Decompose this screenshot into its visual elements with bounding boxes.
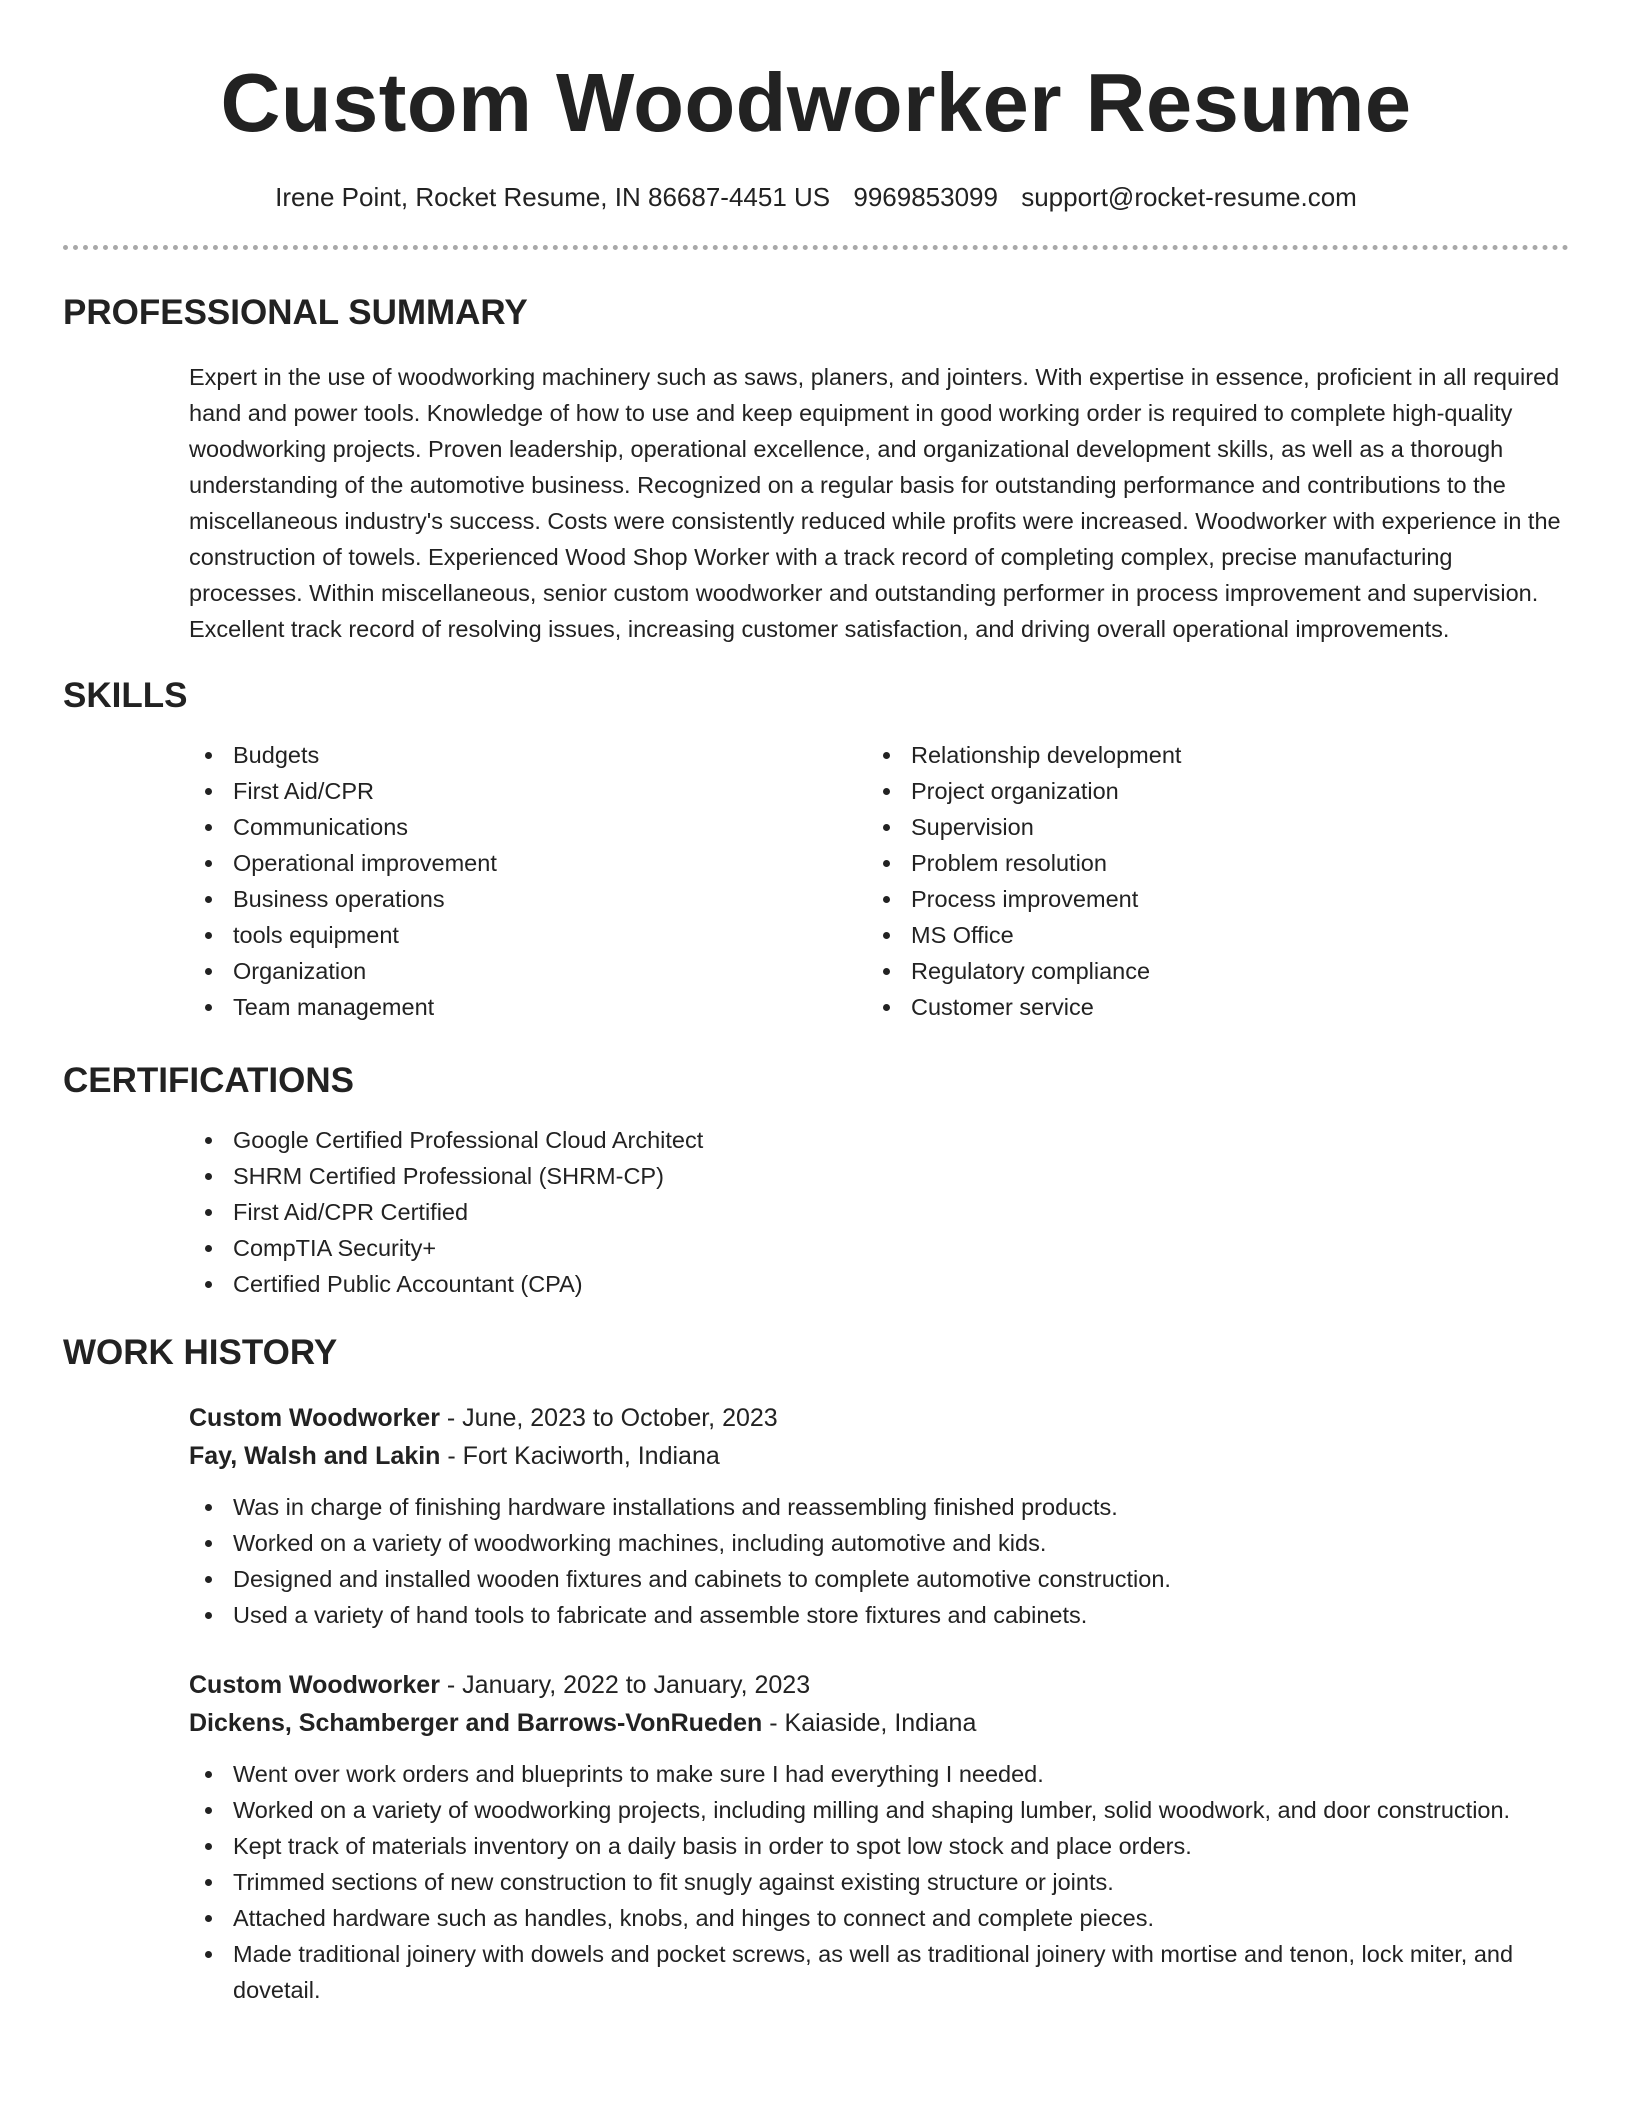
job-entry [189,1399,1569,1633]
skill-item: Regulatory compliance [867,953,1545,989]
summary-text: Expert in the use of woodworking machinery such as saws, planers, and jointers. With expertise in essence, proficient in all required hand and power tools. Knowledge of how to use and keep equipment in good working order is required to complete high-quality woodworking projects. Proven leadership, operational excellence, and organizational development skills, as well as a thorough understanding of the automotive business. Recognized on a regular basis for outstanding performance and contributions to the miscellaneous industry's success. Costs were consistently reduced while profits were increased. Woodworker with experience in the construction of towels. Experienced Wood Shop Worker with a track record of completing complex, precise manufacturing processes. Within miscellaneous, senior custom woodworker and outstanding performer in process improvement and supervision. Excellent track record of resolving issues, increasing customer satisfaction, and driving overall operational improvements. [189,364,1561,642]
contact-line [63,179,1569,215]
skill-item: Organization [189,953,867,989]
skills-column-left [189,737,867,1025]
duty-item: Trimmed sections of new construction to fit snugly against existing structure or joints. [189,1864,1569,1900]
duty-item: Went over work orders and blueprints to make sure I had everything I needed. [189,1756,1569,1792]
job-duties [63,1756,1569,2008]
skill-item: Process improvement [867,881,1545,917]
certifications-heading: CERTIFICATIONS [63,1061,355,1100]
certification-item: Google Certified Professional Cloud Architect [189,1122,1569,1158]
job-dates: - January, 2022 to January, 2023 [446,1671,811,1699]
job-dates: - June, 2023 to October, 2023 [446,1404,778,1432]
duty-item: Was in charge of finishing hardware installations and reassembling finished products. [189,1489,1569,1525]
summary-heading: PROFESSIONAL SUMMARY [63,293,528,332]
job-location: - Kaiaside, Indiana [769,1709,977,1737]
job-company: Fay, Walsh and Lakin [189,1442,441,1470]
work-history-heading: WORK HISTORY [63,1333,338,1372]
certifications-list [189,1122,1569,1302]
job-location: - Fort Kaciworth, Indiana [447,1442,720,1470]
skill-item: Budgets [189,737,867,773]
duty-item: Worked on a variety of woodworking projects, including milling and shaping lumber, solid woodwork, and door construction. [189,1792,1569,1828]
certification-item: SHRM Certified Professional (SHRM-CP) [189,1158,1569,1194]
skills-list [189,737,1569,1025]
duty-item: Attached hardware such as handles, knobs, and hinges to connect and complete pieces. [189,1900,1569,1936]
certification-item: First Aid/CPR Certified [189,1194,1569,1230]
job-company-line [189,1704,1569,1742]
job-role-line [189,1399,1569,1437]
skill-item: Operational improvement [189,845,867,881]
duty-item: Designed and installed wooden fixtures and cabinets to complete automotive construction. [189,1561,1569,1597]
certification-item: CompTIA Security+ [189,1230,1569,1266]
job-company: Dickens, Schamberger and Barrows-VonRueden [189,1709,763,1737]
skill-item: Customer service [867,989,1545,1025]
job-role: Custom Woodworker [189,1404,440,1432]
skill-item: Relationship development [867,737,1545,773]
skill-item: Supervision [867,809,1545,845]
resume-title: Custom Woodworker Resume [220,56,1412,149]
skill-item: Team management [189,989,867,1025]
contact-email: support@rocket-resume.com [1021,182,1357,212]
job-duties [63,1489,1569,1633]
contact-address: Irene Point, Rocket Resume, IN 86687-4451 US [275,182,831,212]
skill-item: Project organization [867,773,1545,809]
skills-column-right [867,737,1545,1025]
duty-item: Used a variety of hand tools to fabricate and assemble store fixtures and cabinets. [189,1597,1569,1633]
job-role-line [189,1666,1569,1704]
job-role: Custom Woodworker [189,1671,440,1699]
skills-heading: SKILLS [63,676,188,715]
contact-phone: 9969853099 [853,182,998,212]
skill-item: Problem resolution [867,845,1545,881]
skill-item: MS Office [867,917,1545,953]
duty-item: Kept track of materials inventory on a daily basis in order to spot low stock and place orders. [189,1828,1569,1864]
skill-item: First Aid/CPR [189,773,867,809]
skill-item: Communications [189,809,867,845]
job-entry [189,1666,1569,2008]
job-company-line [189,1437,1569,1475]
certification-item: Certified Public Accountant (CPA) [189,1266,1569,1302]
duty-item: Made traditional joinery with dowels and pocket screws, as well as traditional joinery with mortise and tenon, lock miter, and dovetail. [189,1936,1569,2008]
skill-item: tools equipment [189,917,867,953]
skill-item: Business operations [189,881,867,917]
duty-item: Worked on a variety of woodworking machines, including automotive and kids. [189,1525,1569,1561]
header-divider [63,245,1569,250]
